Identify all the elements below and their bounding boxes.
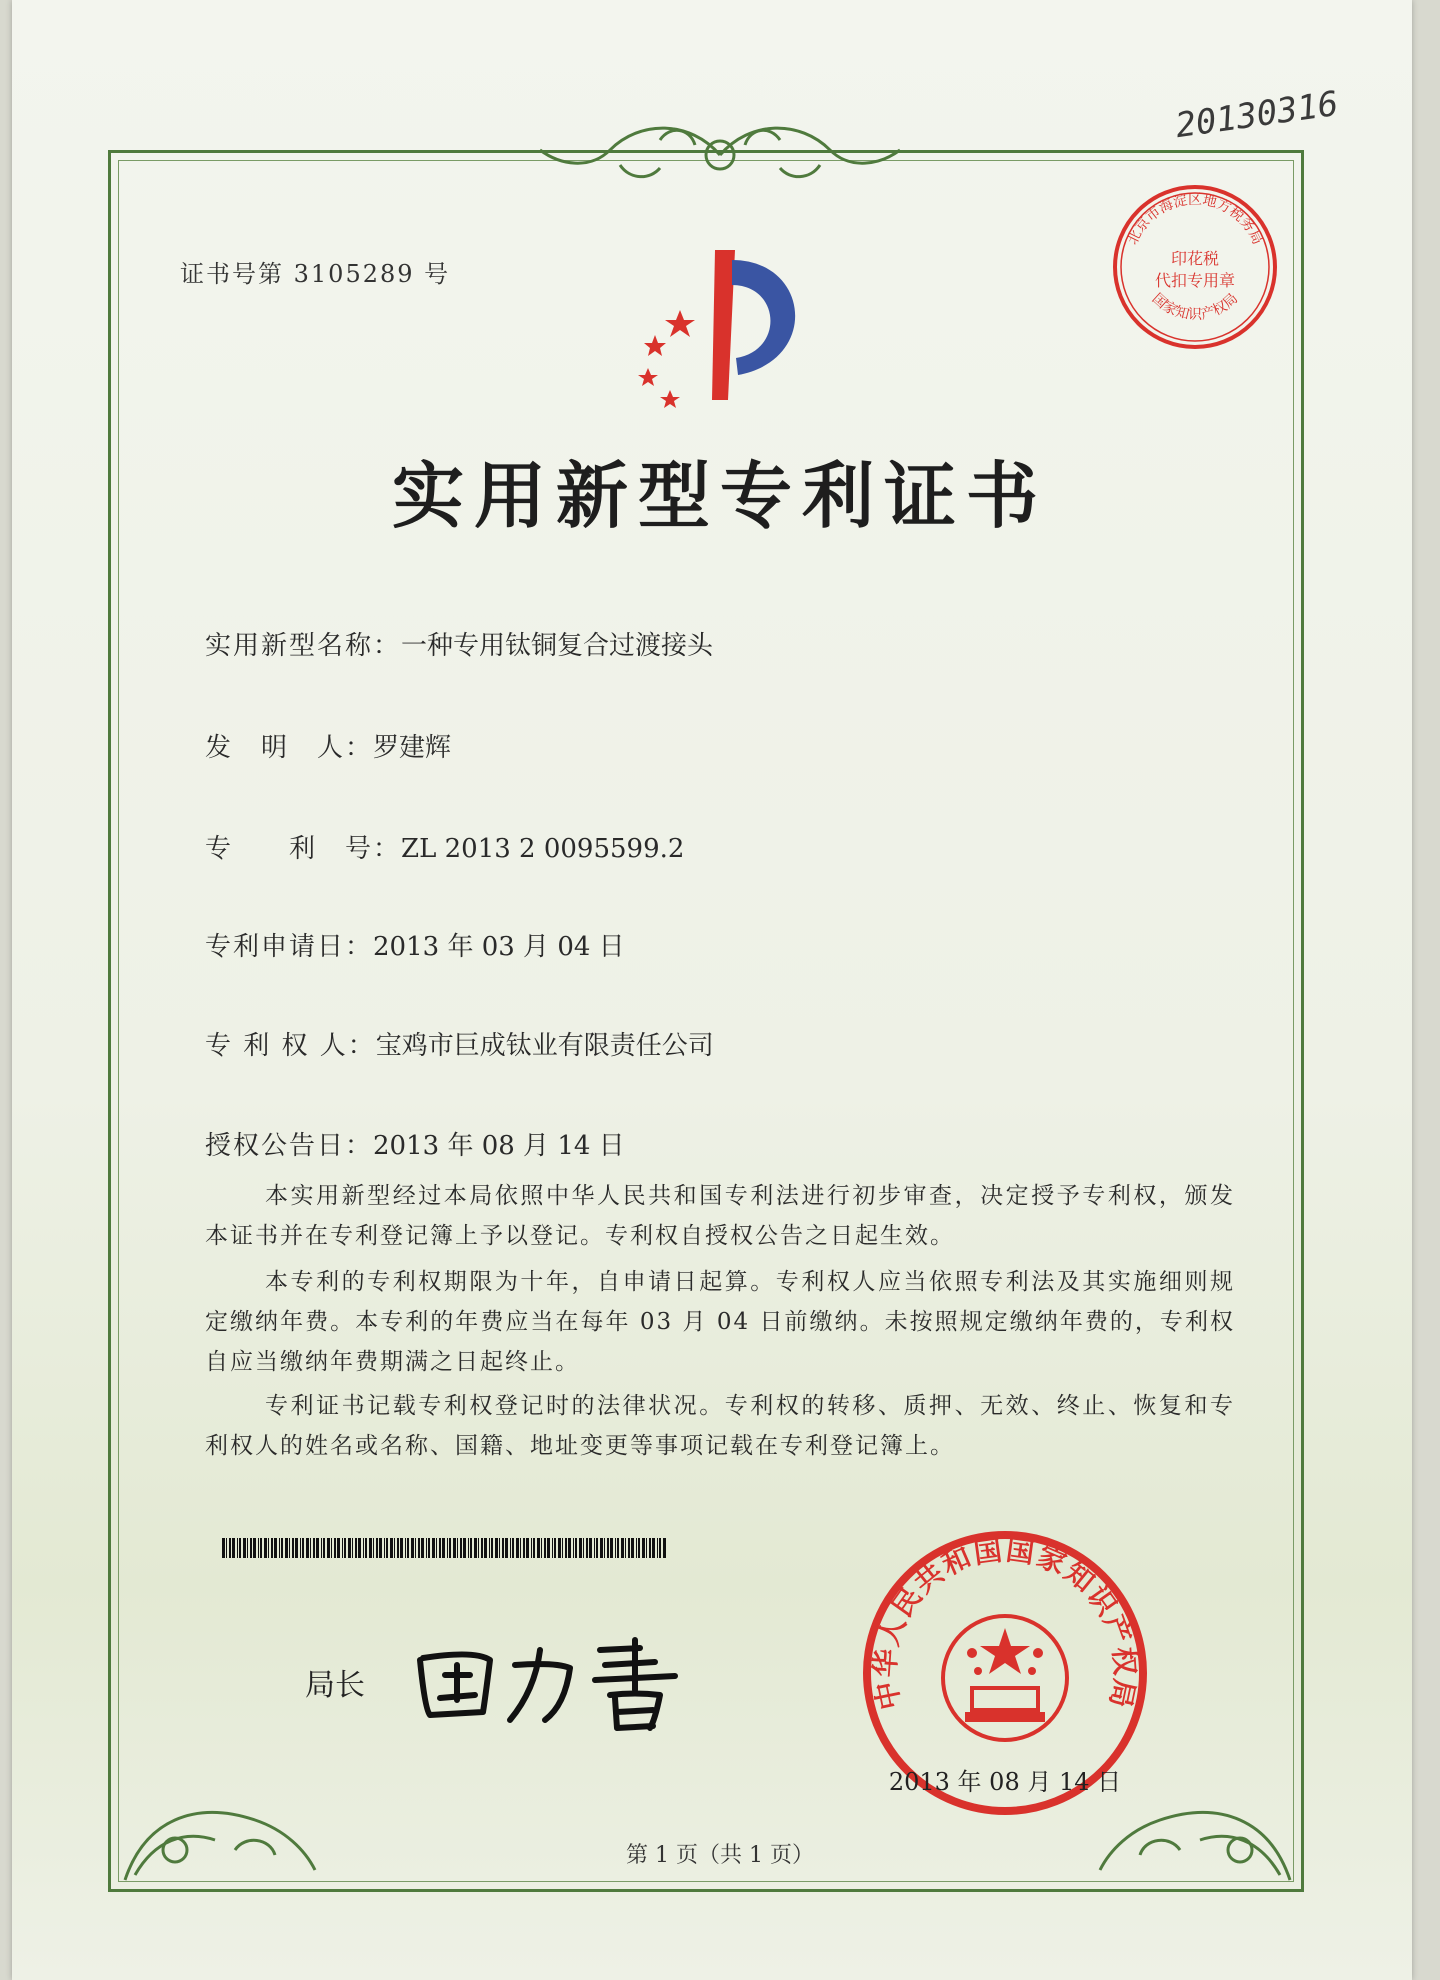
field-grant-date-label: 授权公告日： <box>205 1131 374 1161</box>
certificate-title: 实用新型专利证书 <box>391 453 1048 538</box>
certificate-number-value: 3105289 <box>293 260 415 288</box>
official-seal-ring-text: 中华人民共和国国家知识产权局 <box>868 1533 1142 1713</box>
field-patent-holder-value: 宝鸡市巨成钛业有限责任公司 <box>375 1031 714 1061</box>
page-indicator: 第 1 页（共 1 页） <box>626 1843 814 1868</box>
barcode <box>222 1538 667 1558</box>
field-filing-date <box>205 926 625 963</box>
field-patent-number-value: ZL 2013 2 0095599.2 <box>401 834 685 864</box>
body-paragraph-2: 本专利的专利权期限为十年，自申请日起算。专利权人应当依照专利法及其实施细则规定缴纳年费。本专利的年费应当在每年 03 月 04 日前缴纳。未按照规定缴纳年费的，专利权自应当缴纳年费期满之日起终止。 <box>205 1269 1235 1375</box>
field-inventor-label: 发 明 人： <box>205 733 374 763</box>
field-grant-date <box>205 1125 625 1162</box>
svg-text:中华人民共和国国家知识产权局 <box>868 1533 1141 1712</box>
field-inventor <box>205 727 451 764</box>
handwritten-date: 20130316 <box>1173 83 1341 147</box>
top-ornament <box>520 110 920 190</box>
bottom-left-ornament <box>115 1760 325 1890</box>
field-patent-number <box>205 828 684 865</box>
field-filing-date-label: 专利申请日： <box>205 932 374 962</box>
certificate-number <box>180 254 450 289</box>
field-name-label: 实用新型名称： <box>205 631 402 661</box>
field-patent-holder <box>205 1025 714 1062</box>
certificate-number-suffix: 号 <box>424 260 451 288</box>
svg-text:国家知识产权局 <box>1149 291 1241 323</box>
body-paragraph-1: 本实用新型经过本局依照中华人民共和国专利法进行初步审查，决定授予专利权，颁发本证书并在专利登记簿上予以登记。专利权自授权公告之日起生效。 <box>205 1183 1235 1249</box>
tax-seal-outer-text: 北京市海淀区地方税务局 <box>1124 192 1266 248</box>
tax-seal-line-2: 代扣专用章 <box>1154 271 1236 290</box>
field-grant-date-value: 2013 年 08 月 14 日 <box>373 1131 625 1161</box>
director-signature <box>405 1620 705 1740</box>
svg-text:北京市海淀区地方税务局 <box>1125 191 1266 247</box>
director-label: 局长 <box>305 1668 365 1703</box>
field-name-value: 一种专用钛铜复合过渡接头 <box>401 631 714 661</box>
field-patent-holder-label: 专 利 权 人： <box>205 1031 376 1061</box>
tax-stamp-seal <box>1110 182 1280 352</box>
field-patent-number-label: 专 利 号： <box>205 834 402 864</box>
certificate-number-label: 证书号第 <box>180 260 284 288</box>
field-inventor-value: 罗建辉 <box>373 733 452 763</box>
field-filing-date-value: 2013 年 03 月 04 日 <box>373 932 625 962</box>
body-paragraph-3: 专利证书记载专利权登记时的法律状况。专利权的转移、质押、无效、终止、恢复和专利权人的姓名或名称、国籍、地址变更等事项记载在专利登记簿上。 <box>205 1393 1235 1459</box>
patent-office-emblem <box>620 240 830 410</box>
field-name <box>205 625 713 662</box>
official-seal <box>860 1528 1150 1818</box>
official-seal-date: 2013 年 08 月 14 日 <box>888 1768 1122 1796</box>
tax-seal-line-1: 印花税 <box>1170 249 1220 268</box>
tax-seal-bottom-text: 国家知识产权局 <box>1148 290 1242 324</box>
